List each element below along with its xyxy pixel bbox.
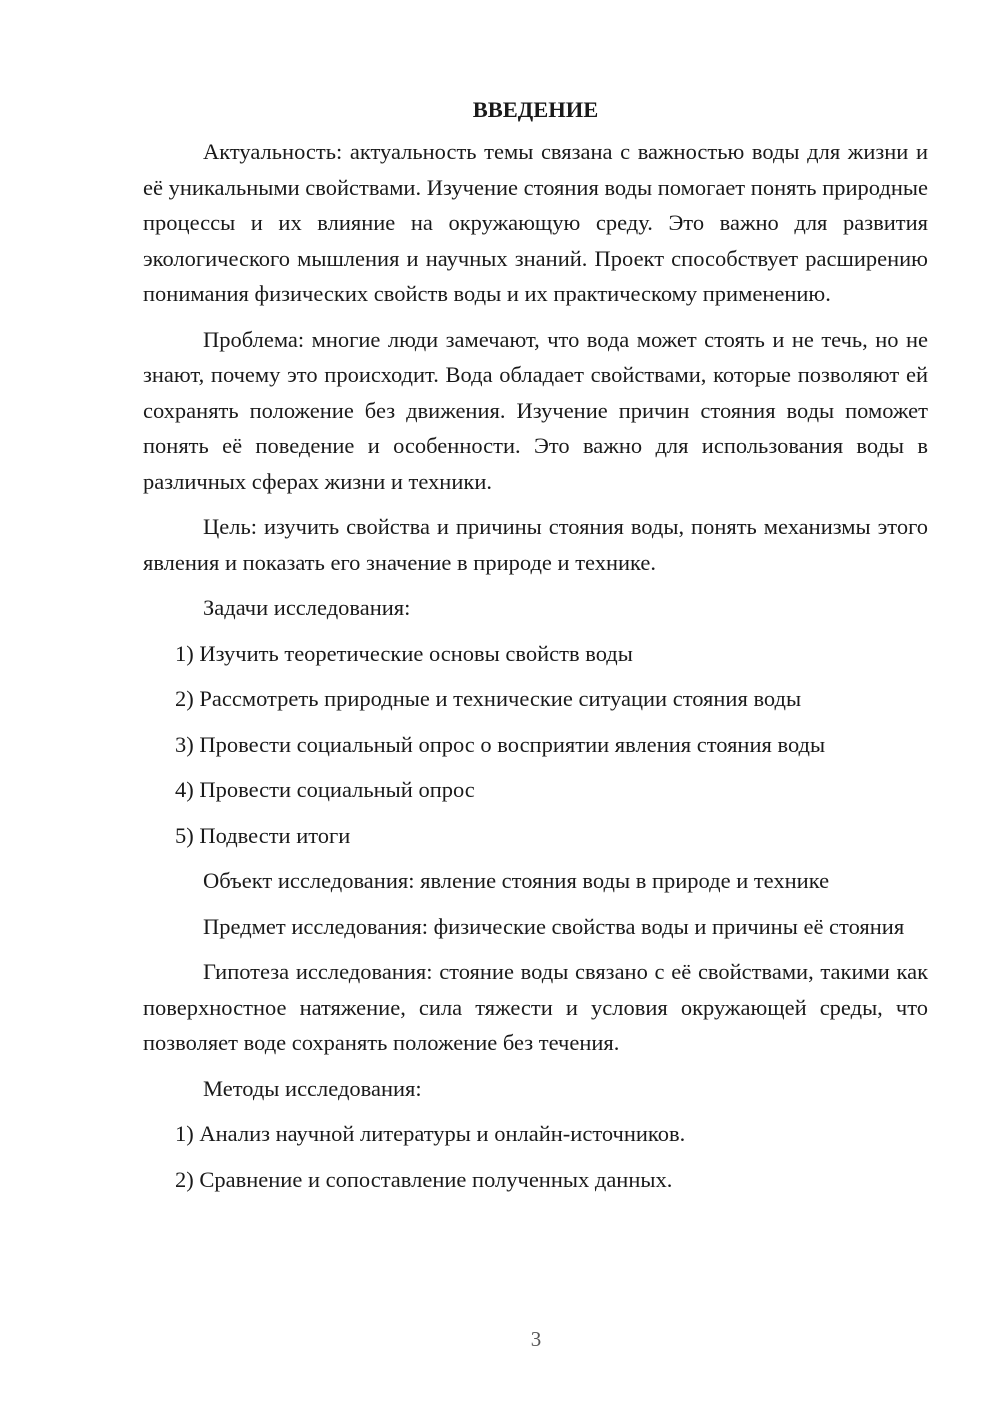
list-item: 2) Сравнение и сопоставление полученных данных.: [175, 1166, 673, 1192]
list-item: 1) Анализ научной литературы и онлайн-источников.: [175, 1121, 686, 1146]
page-number: 3: [530, 1327, 542, 1351]
section-heading: ВВЕДЕНИЕ: [472, 97, 599, 122]
relevance-paragraph: Актуальность: актуальность темы связана с важностью воды для жизни и её уникальными свойствами. Изучение стояния воды помогает понять природные процессы и их влияние на окружающую среду. Это важно для развития экологического мышления и научных знаний. Проект способствует расширению понимания физических свойств воды и их практическому применению.: [143, 139, 928, 306]
object-paragraph: Объект исследования: явление стояния воды в природе и технике: [203, 868, 830, 893]
list-item: 2) Рассмотреть природные и технические ситуации стояния воды: [175, 686, 802, 711]
document-page: [143, 92, 928, 1207]
problem-paragraph: Проблема: многие люди замечают, что вода может стоять и не течь, но не знают, почему это происходит. Вода обладает свойствами, которые позволяют ей сохранять положение без движения. Изучение причин стояния воды поможет понять её поведение и особенности. Это важно для использования воды в различных сферах жизни и техники.: [143, 326, 928, 494]
list-item: 4) Провести социальный опрос: [175, 777, 475, 802]
list-item: 3) Провести социальный опрос о восприятии явления стояния воды: [175, 731, 826, 757]
methods-list: [143, 1116, 928, 1197]
tasks-list: [143, 636, 928, 854]
methods-title: Методы исследования:: [203, 1075, 422, 1101]
hypothesis-paragraph: Гипотеза исследования: стояние воды связано с её свойствами, такими как поверхностное натяжение, сила тяжести и условия окружающей среды, что позволяет воде сохранять положение без течения.: [143, 959, 928, 1055]
list-item: 1) Изучить теоретические основы свойств воды: [175, 640, 633, 666]
subject-paragraph: Предмет исследования: физические свойства воды и причины её стояния: [203, 913, 905, 939]
tasks-title: Задачи исследования:: [203, 595, 411, 620]
list-item: 5) Подвести итоги: [175, 822, 351, 848]
goal-paragraph: Цель: изучить свойства и причины стояния воды, понять механизмы этого явления и показать его значение в природе и технике.: [143, 514, 928, 575]
